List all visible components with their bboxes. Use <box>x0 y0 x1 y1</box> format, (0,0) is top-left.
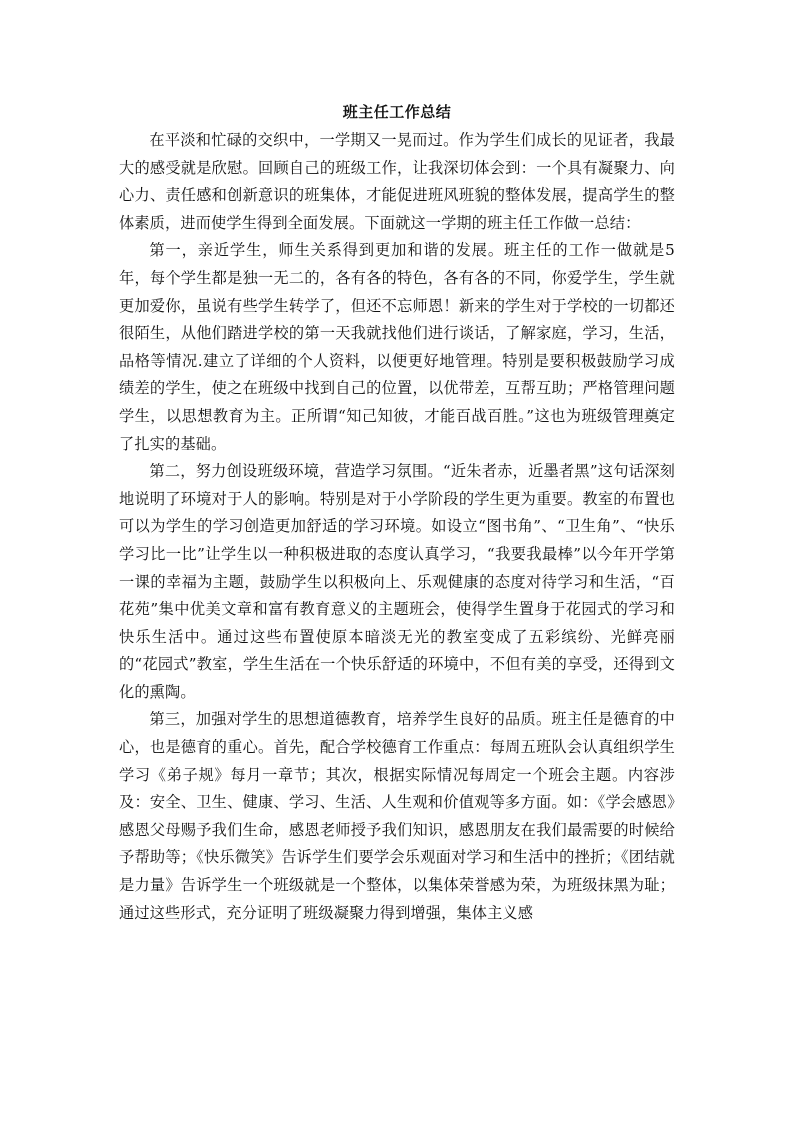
paragraph-first: 第一，亲近学生，师生关系得到更加和谐的发展。班主任的工作一做就是5年，每个学生都是独一无二的，各有各的特色，各有各的不同，你爱学生，学生就更加爱你，虽说有些学生转学了，但还不忘师恩！新来的学生对于学校的一切都还很陌生，从他们踏进学校的第一天我就找他们进行谈话，了解家庭，学习，生活，品格等情况.建立了详细的个人资料，以便更好地管理。特别是要积极鼓励学习成绩差的学生，使之在班级中找到自己的位置，以优带差，互帮互助；严格管理问题学生，以思想教育为主。正所谓“知己知彼，才能百战百胜。”这也为班级管理奠定了扎实的基础。 <box>119 241 675 453</box>
document-page <box>119 100 675 927</box>
paragraph-intro: 在平淡和忙碌的交织中，一学期又一晃而过。作为学生们成长的见证者，我最大的感受就是欣慰。回顾自己的班级工作，让我深切体会到：一个具有凝聚力、向心力、责任感和创新意识的班集体，才能促进班风班貌的整体发展，提高学生的整体素质，进而使学生得到全面发展。下面就这一学期的班主任工作做一总结： <box>119 131 675 232</box>
document-title: 班主任工作总结 <box>342 103 452 121</box>
paragraph-second: 第二，努力创设班级环境，营造学习氛围。“近朱者赤，近墨者黑”这句话深刻地说明了环境对于人的影响。特别是对于小学阶段的学生更为重要。教室的布置也可以为学生的学习创造更加舒适的学习环境。如设立“图书角”、“卫生角”、“快乐学习比一比”让学生以一种积极进取的态度认真学习，“我要我最棒”以今年开学第一课的幸福为主题，鼓励学生以积极向上、乐观健康的态度对待学习和生活，“百花苑”集中优美文章和富有教育意义的主题班会，使得学生置身于花园式的学习和快乐生活中。通过这些布置使原本暗淡无光的教室变成了五彩缤纷、光鲜亮丽的“花园式”教室，学生生活在一个快乐舒适的环境中，不但有美的享受，还得到文化的熏陶。 <box>119 462 675 701</box>
paragraph-third: 第三，加强对学生的思想道德教育，培养学生良好的品质。班主任是德育的中心，也是德育的重心。首先，配合学校德育工作重点：每周五班队会认真组织学生学习《弟子规》每月一章节；其次，根据实际情况每周定一个班会主题。内容涉及：安全、卫生、健康、学习、生活、人生观和价值观等多方面。如：《学会感恩》感恩父母赐予我们生命，感恩老师授予我们知识，感恩朋友在我们最需要的时候给予帮助等；《快乐微笑》告诉学生们要学会乐观面对学习和生活中的挫折；《团结就是力量》告诉学生一个班级就是一个整体，以集体荣誉感为荣，为班级抹黑为耻；通过这些形式，充分证明了班级凝聚力得到增强，集体主义感 <box>119 710 675 922</box>
